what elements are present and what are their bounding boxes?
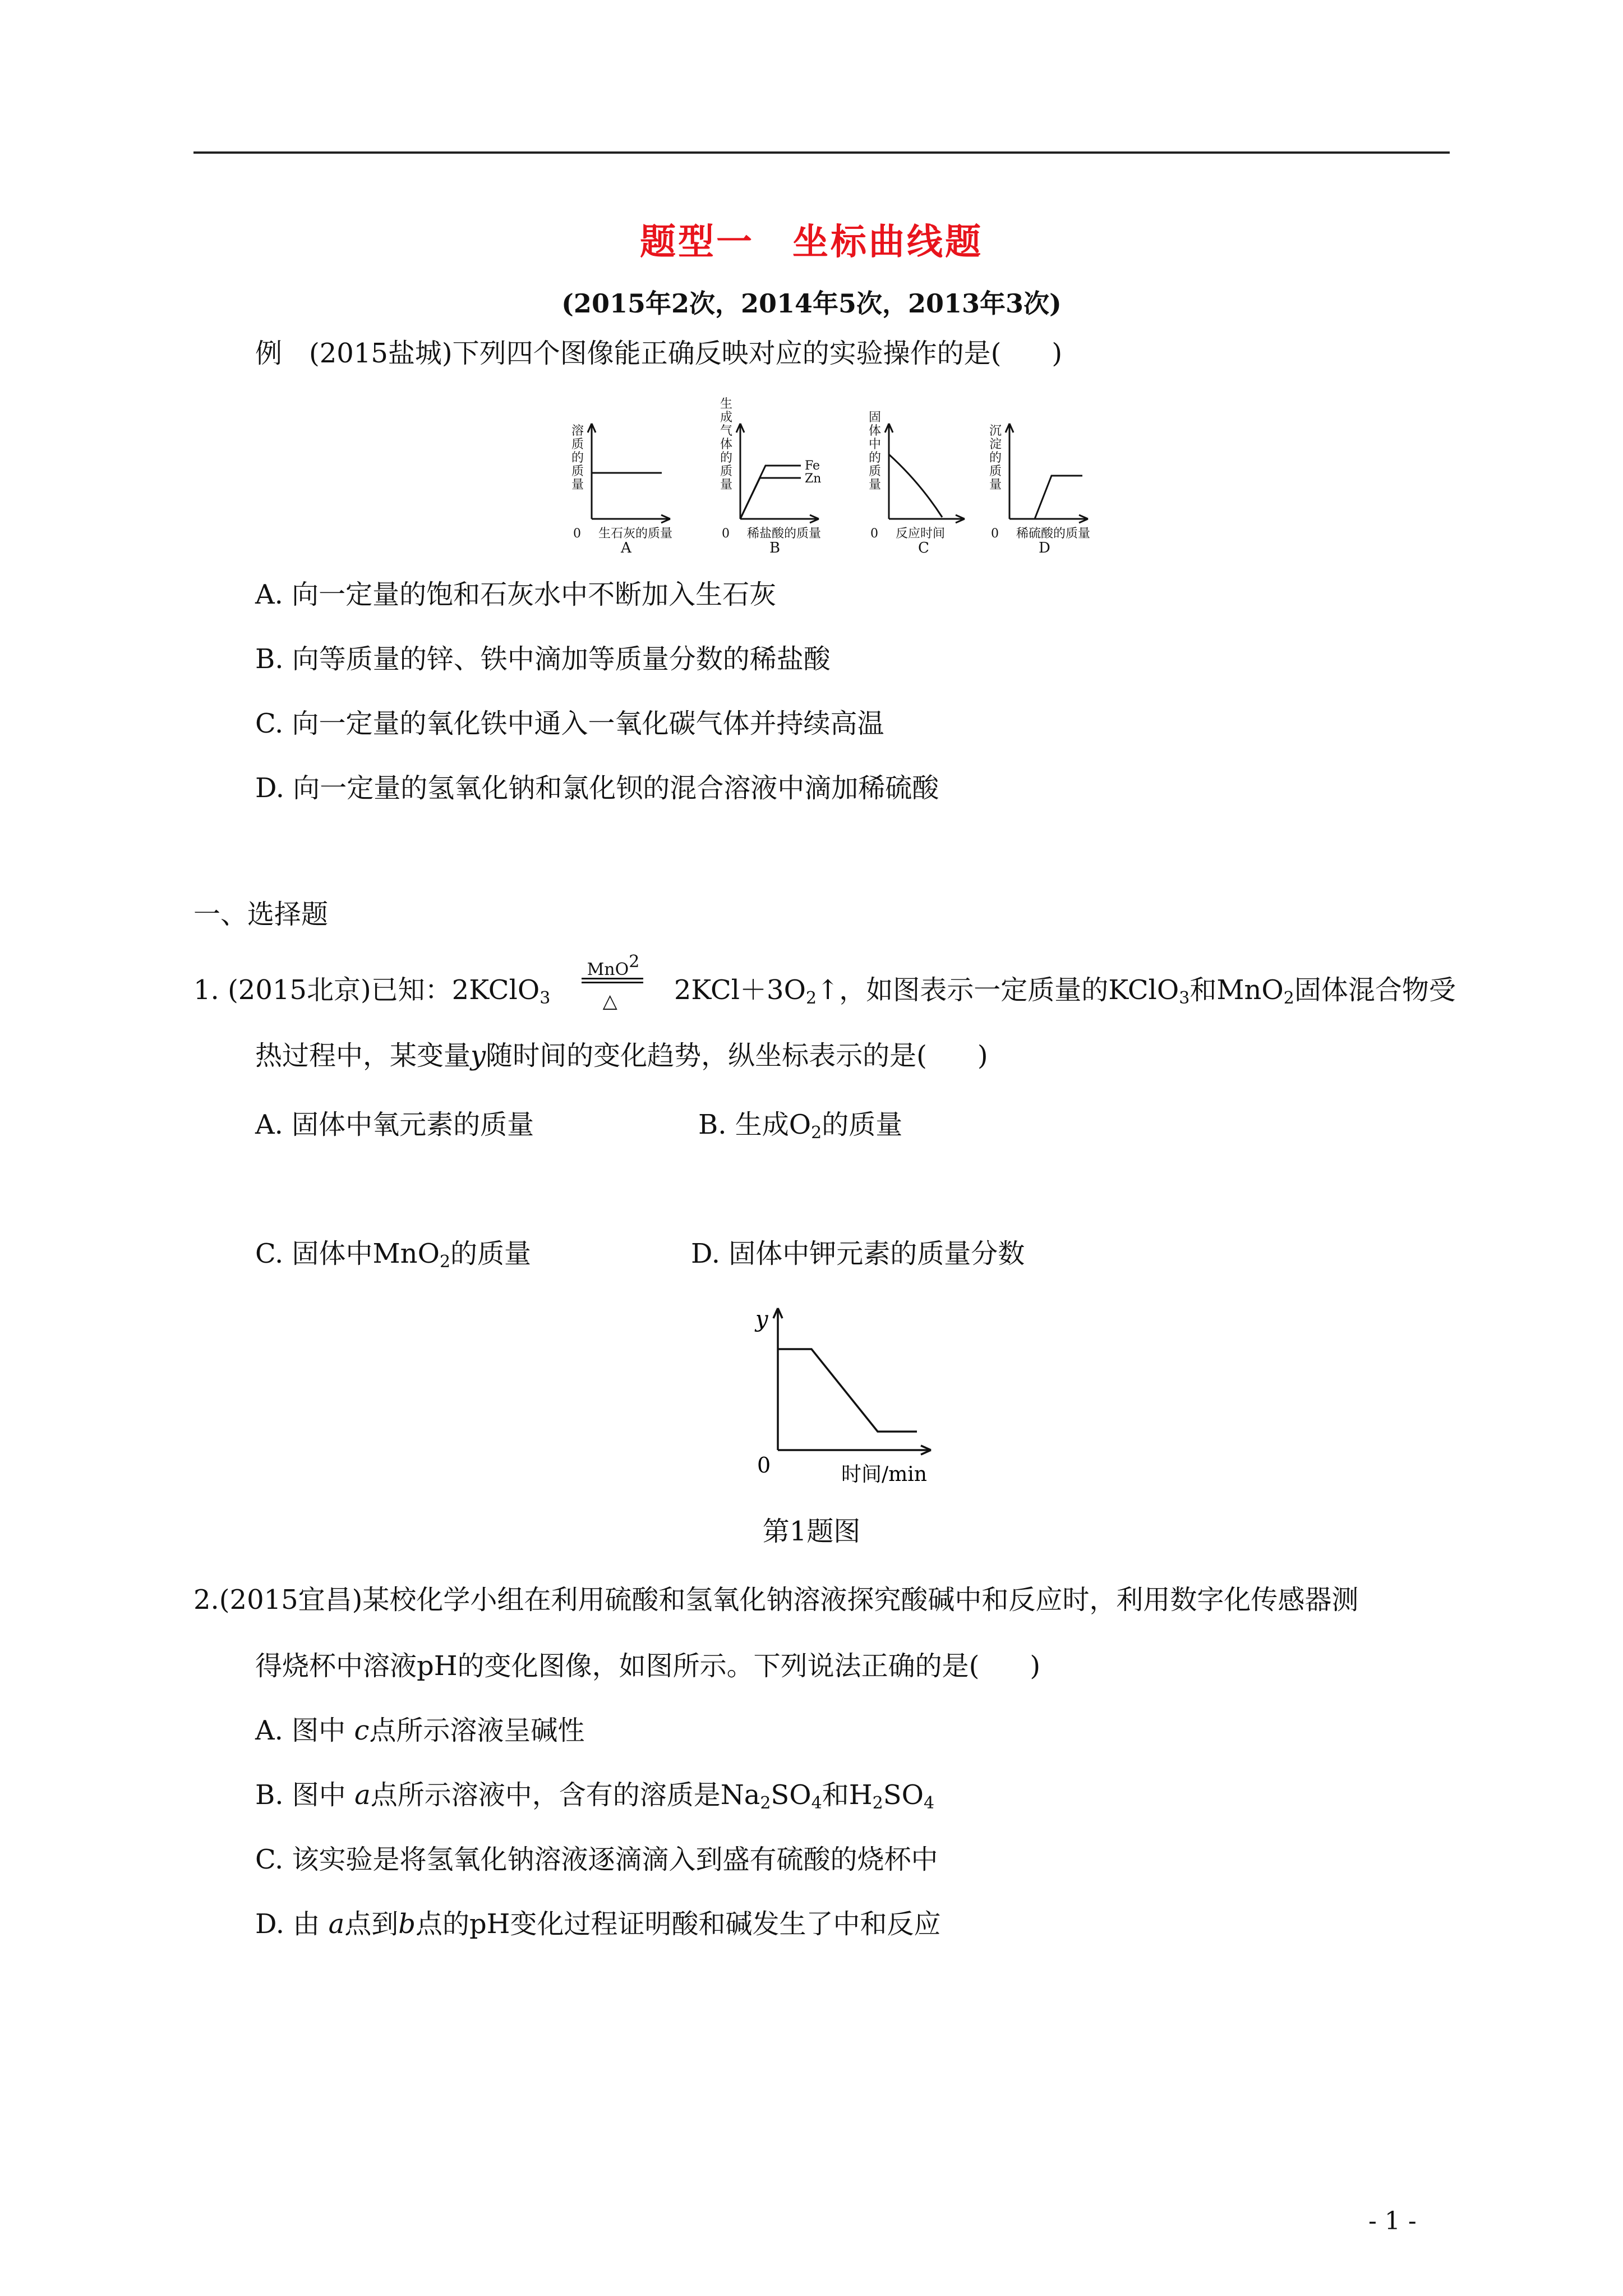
- graph-c-y-label: 中: [869, 438, 882, 452]
- example-option-b: B. 向等质量的锌、铁中滴加等质量分数的稀盐酸: [255, 643, 831, 675]
- page-number: - 1 -: [1368, 2207, 1417, 2235]
- q2-line1: 2.(2015宜昌)某校化学小组在利用硫酸和氢氧化钠溶液探究酸碱中和反应时，利用数字化传感器测: [193, 1584, 1359, 1616]
- reaction-arrow: [559, 952, 666, 1013]
- graph-c-y-label: 体: [869, 424, 882, 438]
- q1-curve: [778, 1349, 917, 1432]
- graph-b-y-label: 体: [720, 438, 733, 452]
- graph-b-y-label: 量: [720, 478, 733, 492]
- graph-b-y-label: 生: [720, 397, 733, 411]
- graph-c-origin: 0: [870, 527, 878, 541]
- q1-option-a: A. 固体中氧元素的质量: [255, 1109, 534, 1140]
- heat-symbol: △: [602, 990, 617, 1013]
- q2-option-b: B. 图中 a点所示溶液中，含有的溶质是$Na_2SO_4$和$H_2SO_4$: [255, 1779, 935, 1813]
- graph-b-y-label: 的: [720, 451, 733, 465]
- graph-d-y-label: 质: [989, 464, 1002, 478]
- graph-c-y-label: 量: [869, 478, 882, 492]
- graph-d-line: [1009, 476, 1082, 519]
- q1-line1: 1. (2015北京)已知：2KClO$_3$ MnO$^2$ △ $2KCl+3O_2↑$，如图表示一定质量的KClO$_3$和MnO$_2$固体混合物受: [193, 973, 1456, 1007]
- graph-b-series-fe: Fe: [805, 459, 820, 473]
- q1-figure-caption: 第1题图: [762, 1516, 861, 1547]
- q1-option-b: B. 生成$O_2$的质量: [698, 1109, 903, 1143]
- q1-option-c: C. 固体中MnO$_2$的质量: [255, 1238, 532, 1272]
- graph-b-zn-line: [740, 478, 801, 519]
- graph-d-y-label: 沉: [989, 424, 1002, 438]
- graph-a-origin: 0: [573, 527, 581, 541]
- page-title: 题型一 坐标曲线题: [640, 221, 983, 263]
- example-question: [255, 337, 1062, 370]
- catalyst-label: MnO$^2$: [587, 952, 640, 979]
- graph-b-fe-line: [740, 466, 801, 519]
- example-option-c: C. 向一定量的氧化铁中通入一氧化碳气体并持续高温: [255, 708, 884, 739]
- graph-d-x-label: 稀硫酸的质量: [1016, 527, 1091, 541]
- q1-option-d: D. 固体中钾元素的质量分数: [691, 1238, 1025, 1269]
- exam-frequency: (2015年2次，2014年5次，2013年3次): [561, 288, 1062, 319]
- graph-a-letter: A: [621, 540, 631, 555]
- graph-d-origin: 0: [991, 527, 999, 541]
- graph-c-curve: [889, 454, 942, 517]
- graph-d-letter: D: [1039, 540, 1050, 555]
- graph-d-y-label: 淀: [989, 438, 1002, 452]
- q1-y-label: y: [755, 1306, 768, 1332]
- example-paren: ): [1052, 338, 1063, 369]
- graph-a-y-label: 的: [571, 451, 584, 465]
- q1-x-label: 时间/min: [841, 1463, 927, 1486]
- q2-option-a: A. 图中 c点所示溶液呈碱性: [255, 1715, 585, 1746]
- q1-origin: 0: [757, 1453, 771, 1478]
- graph-b-x-label: 稀盐酸的质量: [747, 527, 822, 541]
- q2-option-d: D. 由 a点到b点的pH变化过程证明酸和碱发生了中和反应: [255, 1908, 941, 1940]
- graph-c-letter: C: [918, 540, 929, 555]
- graph-d-y-label: 的: [989, 451, 1002, 465]
- q2-line2: 得烧杯中溶液pH的变化图像，如图所示。下列说法正确的是( ): [255, 1650, 1041, 1682]
- graph-b-letter: B: [769, 540, 781, 555]
- graph-c-y-label: 的: [869, 451, 882, 465]
- q2-option-c: C. 该实验是将氢氧化钠溶液逐滴滴入到盛有硫酸的烧杯中: [255, 1844, 938, 1875]
- graph-a-x-label: 生石灰的质量: [598, 527, 673, 541]
- graph-c-x-label: 反应时间: [896, 527, 946, 541]
- graph-b-origin: 0: [722, 527, 730, 541]
- header-rule: [193, 151, 1450, 154]
- graph-d-y-label: 量: [989, 478, 1002, 492]
- section-heading: 一、选择题: [193, 899, 329, 930]
- example-option-d: D. 向一定量的氢氧化钠和氯化钡的混合溶液中滴加稀硫酸: [255, 772, 939, 804]
- graph-c-y-label: 固: [869, 411, 882, 425]
- example-option-a: A. 向一定量的饱和石灰水中不断加入生石灰: [255, 579, 777, 610]
- q1-line2: 热过程中，某变量y随时间的变化趋势，纵坐标表示的是( ): [255, 1040, 988, 1071]
- graph-a-y-label: 量: [571, 478, 584, 492]
- graph-a-y-label: 溶: [571, 424, 584, 438]
- graph-a-y-label: 质: [571, 464, 584, 478]
- graph-b-series-zn: Zn: [805, 472, 822, 486]
- example-stem: 例 (2015盐城)下列四个图像能正确反映对应的实验操作的是(: [255, 338, 1002, 369]
- example-graphs: [561, 393, 1144, 555]
- graph-b-y-label: 质: [720, 464, 733, 478]
- graph-b-y-label: 成: [720, 411, 733, 425]
- graph-a-y-label: 质: [571, 438, 584, 452]
- graph-c-y-label: 质: [869, 464, 882, 478]
- q1-figure: [743, 1301, 956, 1487]
- graph-b-y-label: 气: [720, 424, 733, 438]
